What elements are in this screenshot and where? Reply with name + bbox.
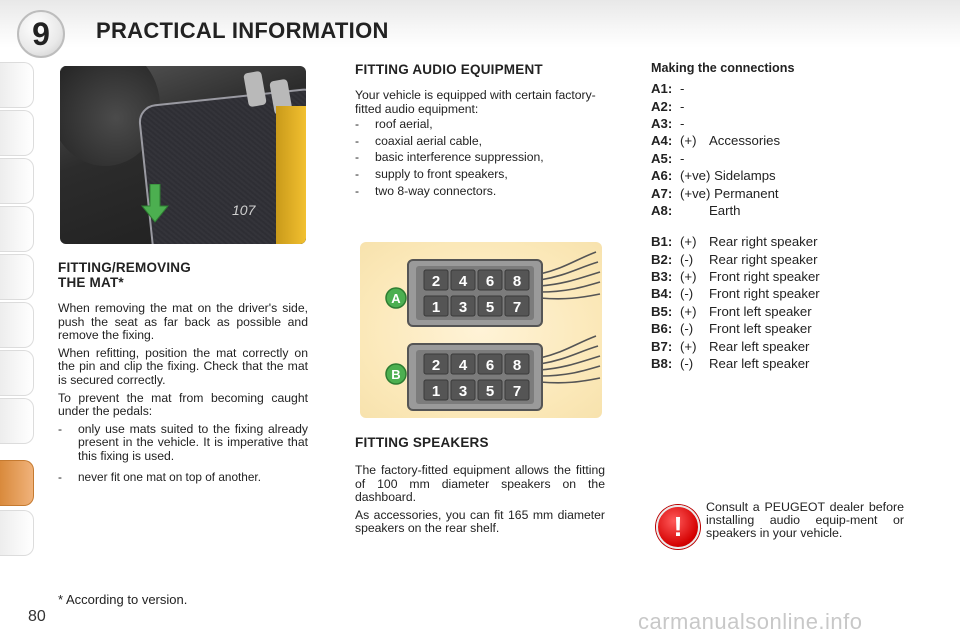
connection-row bbox=[651, 337, 911, 354]
connection-description: Front right speaker bbox=[709, 286, 820, 302]
connection-code: B8: bbox=[651, 356, 673, 372]
connection-polarity: (+) bbox=[680, 269, 697, 285]
connection-polarity: (+) bbox=[680, 303, 697, 319]
connection-polarity: (-) bbox=[680, 321, 694, 337]
audio-item: - basic interference suppression, bbox=[355, 151, 605, 165]
connection-code: A1: bbox=[651, 81, 673, 97]
pin-label: 5 bbox=[485, 383, 495, 400]
audio-item: - supply to front speakers, bbox=[355, 168, 605, 182]
pin-label: 2 bbox=[431, 357, 441, 374]
audio-item: - coaxial aerial cable, bbox=[355, 135, 605, 149]
connection-description: Rear right speaker bbox=[709, 234, 818, 250]
connection-description: Front right speaker bbox=[709, 269, 820, 285]
connection-row bbox=[651, 97, 911, 114]
connection-polarity: (+) bbox=[680, 338, 697, 354]
chapter-tab-2[interactable] bbox=[0, 110, 34, 156]
connection-code: B2: bbox=[651, 251, 673, 267]
connection-row bbox=[651, 184, 911, 201]
connection-polarity: (+ve) Sidelamps bbox=[680, 168, 776, 184]
speakers-section bbox=[355, 435, 605, 536]
connection-code: A8: bbox=[651, 202, 673, 218]
chapter-tab-5[interactable] bbox=[0, 254, 34, 300]
warning-icon: ! bbox=[656, 505, 700, 549]
pin-label: 7 bbox=[512, 383, 522, 400]
connection-code: A2: bbox=[651, 98, 673, 114]
connection-polarity: - bbox=[680, 81, 685, 97]
speakers-section-title: FITTING SPEAKERS bbox=[355, 435, 489, 450]
page-title: PRACTICAL INFORMATION bbox=[96, 18, 389, 43]
connection-polarity: (-) bbox=[680, 251, 694, 267]
pin-label: 3 bbox=[458, 383, 468, 400]
chapter-number-badge: 9 bbox=[17, 10, 65, 58]
connection-row bbox=[651, 320, 911, 337]
connection-polarity: - bbox=[680, 98, 685, 114]
connection-description: Front left speaker bbox=[709, 303, 812, 319]
audio-section bbox=[355, 62, 605, 198]
mat-badge: 107 bbox=[232, 202, 256, 218]
connection-polarity: - bbox=[680, 150, 685, 166]
audio-section-title: FITTING AUDIO EQUIPMENT bbox=[355, 62, 543, 77]
connection-polarity: - bbox=[680, 115, 685, 131]
connectors-illustration bbox=[360, 242, 602, 418]
pin-label: 4 bbox=[458, 273, 468, 290]
pin-label: 6 bbox=[485, 357, 495, 374]
chapter-tab-7[interactable] bbox=[0, 350, 34, 396]
chapter-tab-3[interactable] bbox=[0, 158, 34, 204]
speakers-paragraph: As accessories, you can fit 165 mm diameter speakers on the rear shelf. bbox=[355, 507, 605, 536]
wire-bundle-b bbox=[540, 336, 600, 383]
connection-code: B5: bbox=[651, 303, 673, 319]
connection-row bbox=[651, 285, 911, 302]
connections-section bbox=[651, 61, 911, 372]
connection-code: A6: bbox=[651, 168, 673, 184]
pin-label: 3 bbox=[458, 299, 468, 316]
mat-paragraph: To prevent the mat from becoming caught under the pedals: bbox=[58, 390, 308, 419]
door-sill-shape bbox=[276, 106, 306, 244]
connector-b-list bbox=[651, 233, 911, 372]
connection-row bbox=[651, 268, 911, 285]
connection-code: B1: bbox=[651, 234, 673, 250]
watermark: carmanualsonline.info bbox=[638, 609, 863, 634]
connection-code: A7: bbox=[651, 185, 673, 201]
chapter-tab-1[interactable] bbox=[0, 62, 34, 108]
connection-code: B3: bbox=[651, 269, 673, 285]
connection-polarity: (-) bbox=[680, 356, 694, 372]
floor-mat-photo bbox=[60, 66, 306, 244]
connection-code: B6: bbox=[651, 321, 673, 337]
connection-code: A3: bbox=[651, 115, 673, 131]
pin-label: 8 bbox=[512, 273, 522, 290]
connection-description: Front left speaker bbox=[709, 321, 812, 337]
pin-label: 2 bbox=[431, 273, 441, 290]
pin-label: 5 bbox=[485, 299, 495, 316]
chapter-tab-9-active[interactable] bbox=[0, 460, 34, 506]
audio-item: - roof aerial, bbox=[355, 118, 605, 132]
page-number: 80 bbox=[28, 608, 46, 625]
speakers-paragraph: The factory-fitted equipment allows the fitting of 100 mm diameter speakers on the dashboard. bbox=[355, 463, 605, 505]
footnote: * According to version. bbox=[58, 592, 188, 607]
audio-intro: Your vehicle is equipped with certain factory-fitted audio equipment: bbox=[355, 88, 596, 116]
connection-polarity: (+) bbox=[680, 133, 697, 149]
connection-description: Rear right speaker bbox=[709, 251, 818, 267]
connection-code: A4: bbox=[651, 133, 673, 149]
pin-label: 4 bbox=[458, 357, 468, 374]
mat-bullet: - never fit one mat on top of another. bbox=[58, 471, 308, 485]
connectors-diagram bbox=[360, 242, 602, 418]
chapter-tab-4[interactable] bbox=[0, 206, 34, 252]
green-arrow-icon bbox=[140, 184, 170, 224]
connection-row bbox=[651, 233, 911, 250]
connection-row bbox=[651, 132, 911, 149]
connector-a-list bbox=[651, 80, 911, 219]
connection-code: A5: bbox=[651, 150, 673, 166]
connection-polarity: (+) bbox=[680, 234, 697, 250]
connection-row bbox=[651, 80, 911, 97]
mat-section-title-line2: THE MAT* bbox=[58, 275, 124, 290]
connection-row bbox=[651, 355, 911, 372]
mat-section-title-line1: FITTING/REMOVING bbox=[58, 260, 191, 275]
wire-bundle-a bbox=[540, 252, 600, 299]
mat-bullet: - only use mats suited to the fixing already present in the vehicle. It is imperative that this fixing is used. bbox=[58, 423, 308, 464]
connection-code: B4: bbox=[651, 286, 673, 302]
chapter-tab-8[interactable] bbox=[0, 398, 34, 444]
connection-row bbox=[651, 251, 911, 268]
connection-row bbox=[651, 202, 911, 219]
connection-row bbox=[651, 115, 911, 132]
audio-item: - two 8-way connectors. bbox=[355, 185, 605, 199]
pin-label: 7 bbox=[512, 299, 522, 316]
connector-a-label: A bbox=[391, 291, 401, 306]
pin-label: 8 bbox=[512, 357, 522, 374]
chapter-tab-10[interactable] bbox=[0, 510, 34, 556]
connection-polarity: (-) bbox=[680, 286, 694, 302]
connector-b-label: B bbox=[391, 367, 401, 382]
connection-description: Rear left speaker bbox=[709, 356, 810, 372]
connection-description: Rear left speaker bbox=[709, 338, 810, 354]
connection-row bbox=[651, 150, 911, 167]
connection-polarity: (+ve) Permanent bbox=[680, 185, 779, 201]
mat-paragraph: When refitting, position the mat correctly on the pin and clip the fixing. Check that the mat is secured correctly. bbox=[58, 345, 308, 387]
connection-description: Earth bbox=[709, 202, 741, 218]
pin-label: 1 bbox=[431, 383, 441, 400]
pin-label: 1 bbox=[431, 299, 441, 316]
connections-title: Making the connections bbox=[651, 61, 795, 75]
connection-row bbox=[651, 167, 911, 184]
connection-row bbox=[651, 303, 911, 320]
warning-text: Consult a PEUGEOT dealer before installing audio equip-ment or speakers in your vehicle. bbox=[706, 500, 904, 540]
connection-description: Accessories bbox=[709, 133, 781, 149]
chapter-tab-6[interactable] bbox=[0, 302, 34, 348]
mat-section bbox=[58, 260, 308, 484]
mat-paragraph: When removing the mat on the driver's side, push the seat as far back as possible and remove the fixing. bbox=[58, 301, 308, 343]
connection-code: B7: bbox=[651, 338, 673, 354]
pin-label: 6 bbox=[485, 273, 495, 290]
